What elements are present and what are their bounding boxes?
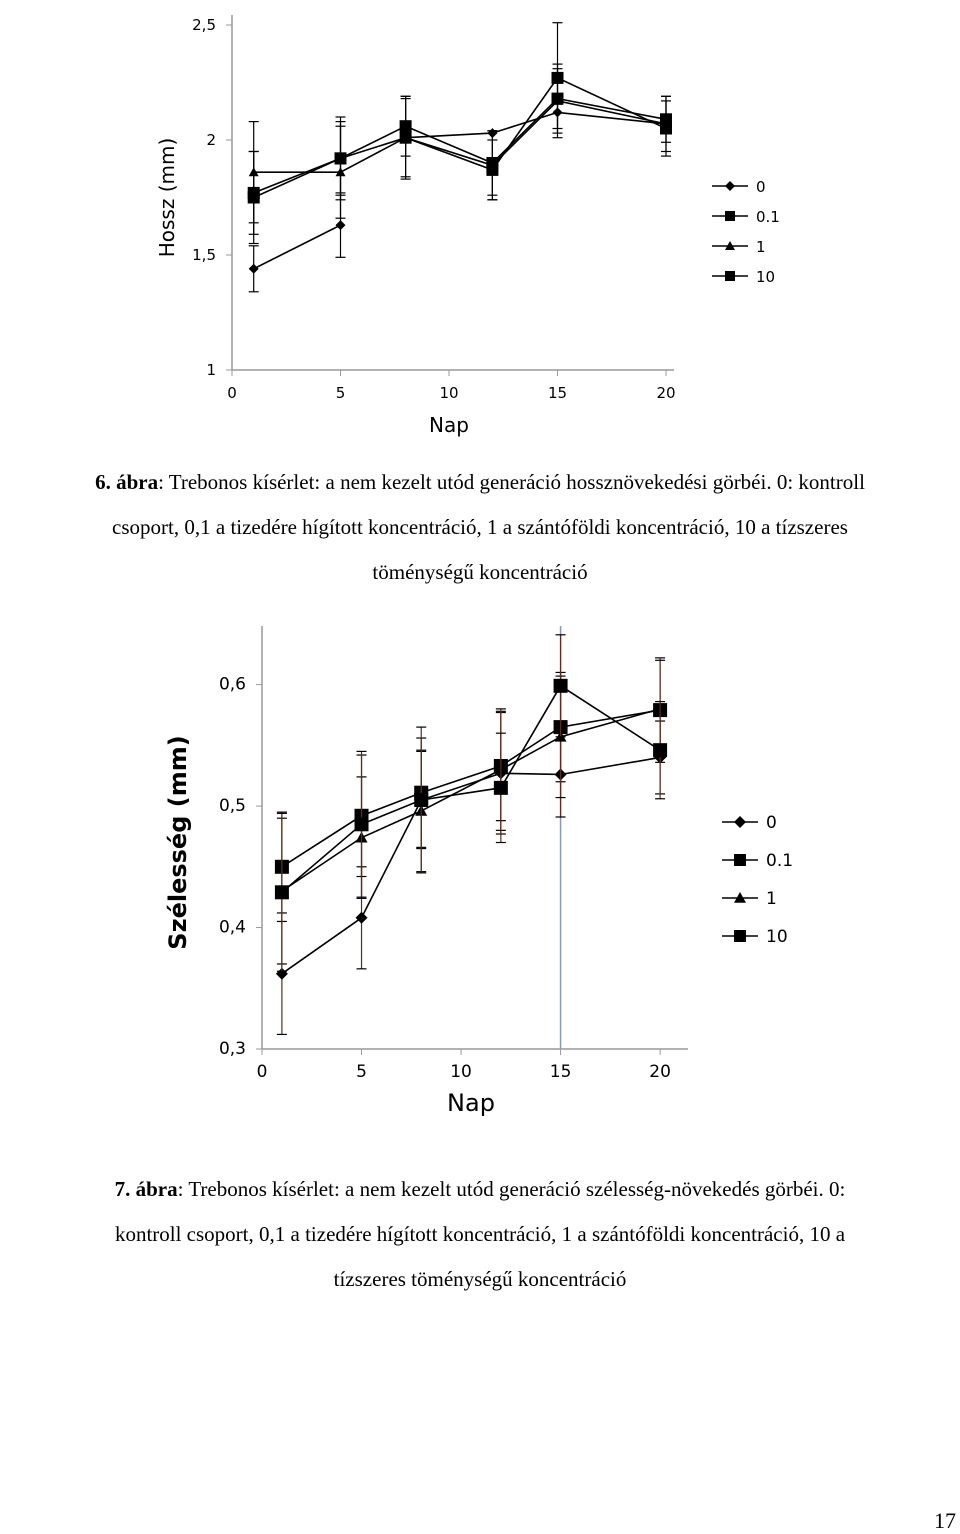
series-line [282, 686, 660, 893]
y-tick-label: 1,5 [192, 246, 216, 264]
x-tick-label: 20 [656, 384, 676, 402]
y-tick-label: 0,5 [218, 796, 246, 817]
series-10 [275, 635, 667, 971]
data-point [356, 912, 368, 924]
page-number: 17 [934, 1508, 956, 1533]
caption-line: töménységű koncentráció [372, 560, 588, 584]
x-tick-label: 5 [335, 384, 346, 402]
y-tick-label: 0,3 [218, 1039, 246, 1059]
series-0 [276, 713, 666, 1035]
x-tick-label: 15 [549, 1062, 572, 1082]
data-point [275, 885, 289, 899]
y-tick-label: 0,4 [218, 917, 246, 938]
series-1 [276, 660, 666, 964]
data-point [494, 781, 508, 795]
legend-marker [734, 854, 746, 866]
legend-label: 0.1 [766, 851, 794, 871]
x-tick-label: 5 [356, 1062, 367, 1082]
figure-label: 7. ábra [114, 1177, 178, 1201]
x-tick-label: 20 [649, 1062, 671, 1082]
series-line [282, 709, 660, 891]
series-0.1 [275, 658, 667, 922]
data-point [653, 743, 667, 757]
legend-label: 10 [756, 268, 776, 286]
x-tick-label: 0 [256, 1062, 268, 1082]
x-axis-label: Nap [429, 413, 469, 437]
x-tick-label: 0 [227, 384, 237, 402]
y-tick-label: 2,5 [192, 16, 216, 34]
legend-label: 10 [766, 927, 788, 947]
legend-marker [734, 816, 746, 828]
legend-label: 1 [756, 238, 766, 256]
caption-line: tízszeres töménységű koncentráció [333, 1267, 627, 1291]
caption-line: csoport, 0,1 a tizedére hígított koncentráció, 1 a szántóföldi koncentráció, 10 a tízszeres [112, 515, 848, 539]
legend-label: 1 [766, 889, 777, 909]
caption-line: 7. ábra: Trebonos kísérlet: a nem kezelt utód generáció szélesség-növekedés görbéi. 0: [114, 1177, 846, 1201]
data-point [355, 817, 369, 831]
legend-label: 0 [756, 178, 766, 196]
x-tick-label: 15 [547, 384, 568, 402]
legend-label: 0 [766, 813, 777, 833]
y-tick-label: 0,6 [218, 674, 246, 695]
y-axis-label: Hossz (mm) [155, 137, 179, 258]
y-tick-label: 1 [206, 361, 216, 379]
x-tick-label: 10 [450, 1062, 472, 1082]
legend-marker [734, 930, 746, 942]
figure-label: 6. ábra [95, 470, 159, 494]
figure-7-caption [0, 1167, 960, 1302]
x-tick-label: 10 [439, 384, 459, 402]
caption-line: kontroll csoport, 0,1 a tizedére hígított koncentráció, 1 a szántóföldi koncentráció, 10 a [114, 1222, 846, 1246]
y-axis-label: Szélesség (mm) [164, 735, 192, 950]
x-axis-label: Nap [447, 1089, 495, 1117]
legend-label: 0.1 [756, 208, 780, 226]
data-point [414, 793, 428, 807]
y-tick-label: 2 [206, 131, 216, 149]
caption-line: 6. ábra: Trebonos kísérlet: a nem kezelt utód generáció hossznövekedési görbéi. 0: kontroll [95, 470, 865, 494]
series-line [282, 757, 660, 973]
data-point [554, 679, 568, 693]
